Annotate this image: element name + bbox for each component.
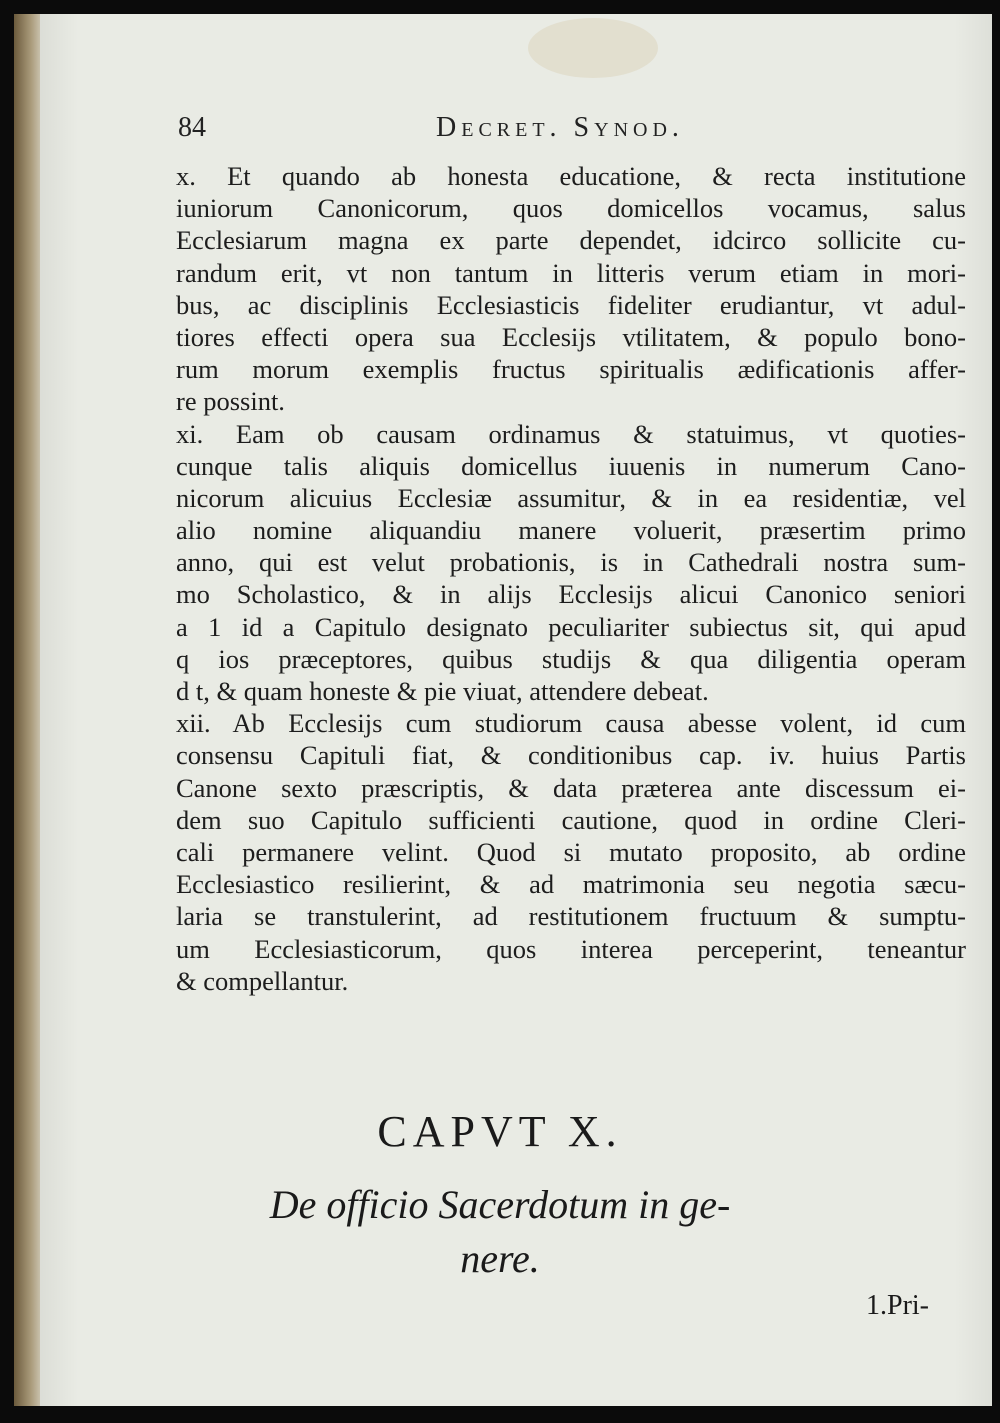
subtitle-line: De officio Sacerdotum in ge-	[269, 1182, 731, 1227]
text-line: cali permanere velint. Quod si mutato proposito, ab ordine	[176, 836, 966, 867]
page-header	[178, 112, 962, 152]
text-line: tiores effecti opera sua Ecclesijs vtilitatem, & populo bono-	[176, 321, 966, 352]
text-line: & compellantur.	[176, 965, 349, 996]
text-line: xi. Eam ob causam ordinamus & statuimus, vt quoties-	[176, 418, 966, 449]
chapter-heading: CAPVT X.	[377, 1107, 623, 1156]
text-line: alio nomine aliquandiu manere voluerit, præsertim primo	[176, 515, 966, 546]
paragraph-xii	[176, 707, 966, 997]
text-line: dem suo Capitulo sufficienti cautione, quod in ordine Cleri-	[176, 804, 966, 835]
page-number: 84	[178, 112, 206, 143]
text-line: mo Scholastico, & in alijs Ecclesijs alicui Canonico seniori	[176, 579, 966, 610]
subtitle-line: nere.	[460, 1236, 540, 1281]
text-line: Ecclesiarum magna ex parte dependet, idcirco sollicite cu-	[176, 225, 966, 256]
text-line: nicorum alicuius Ecclesiæ assumitur, & in ea residentiæ, vel	[176, 482, 966, 513]
text-line: bus, ac disciplinis Ecclesiasticis fideliter erudiantur, vt adul-	[176, 289, 966, 320]
text-line: a 1 id a Capitulo designato peculiariter subiectus sit, qui apud	[176, 611, 966, 642]
text-line: randum erit, vt non tantum in litteris verum etiam in mori-	[176, 257, 966, 288]
text-line: um Ecclesiasticorum, quos interea perceperint, teneantur	[176, 933, 966, 964]
text-line: iuniorum Canonicorum, quos domicellos vocamus, salus	[176, 193, 966, 224]
catchword: 1.Pri-	[866, 1290, 929, 1321]
text-line: x. Et quando ab honesta educatione, & recta institutione	[176, 161, 966, 191]
text-line: d t, & quam honeste & pie viuat, attendere debeat.	[176, 676, 709, 706]
text-line: laria se transtulerint, ad restitutionem fructuum & sumptu-	[176, 901, 966, 932]
paragraph-xi	[176, 418, 966, 708]
paper-stain	[528, 18, 658, 78]
chapter-subtitle	[0, 1178, 1000, 1286]
text-line: Canone sexto præscriptis, & data præterea ante discessum ei-	[176, 772, 966, 803]
text-line: xii. Ab Ecclesijs cum studiorum causa abesse volent, id cum	[176, 708, 966, 739]
running-title: Decret. Synod.	[436, 112, 684, 143]
text-line: re possint.	[176, 386, 285, 417]
paragraph-x	[176, 160, 966, 418]
text-line: anno, qui est velut probationis, is in Cathedrali nostra sum-	[176, 547, 966, 578]
text-line: consensu Capituli fiat, & conditionibus cap. iv. huius Partis	[176, 740, 966, 771]
text-body	[176, 160, 966, 997]
text-line: cunque talis aliquis domicellus iuuenis in numerum Cano-	[176, 450, 966, 481]
text-line: q ios præceptores, quibus studijs & qua diligentia operam	[176, 643, 966, 674]
text-line: rum morum exemplis fructus spiritualis ædificationis affer-	[176, 354, 966, 385]
text-line: Ecclesiastico resilierint, & ad matrimonia seu negotia sæcu-	[176, 869, 966, 900]
